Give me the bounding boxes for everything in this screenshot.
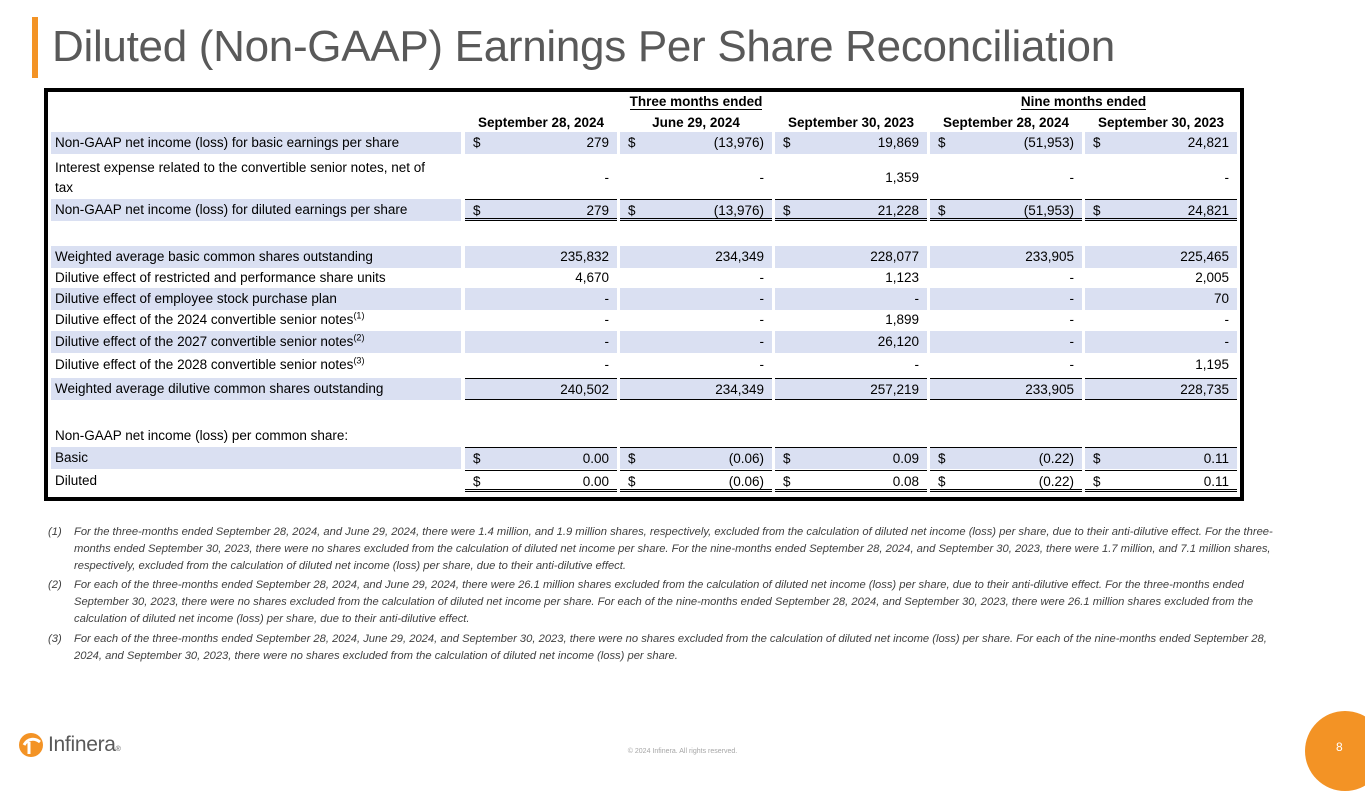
value: 279: [586, 203, 609, 218]
value: 4,670: [575, 270, 609, 285]
value-cell: [775, 354, 927, 376]
value: -: [604, 312, 609, 327]
title-accent-bar: [32, 17, 38, 78]
footnote-text: For the three-months ended September 28, 2024, and June 29, 2024, there were 1.4 million, and 1.9 million shares, respectively, excluded from the calculation of diluted net income (loss) per share, due to their anti-dilutive effect. For the three-months ended September 30, 2023, there were no shares excluded from the calculation of diluted net income per share. For the nine-months ended September 28, 2024, and September 30, 2023, there were 1.7 million, and 7.1 million shares, respectively, excluded from the calculation of diluted net income (loss) per share, due to their anti-dilutive effect.: [74, 526, 1273, 572]
value: -: [914, 357, 919, 372]
row-label-text: Dilutive effect of restricted and performance share units: [55, 270, 386, 285]
row-label: [51, 331, 461, 353]
value-cell: [465, 309, 617, 331]
currency-symbol: $: [783, 474, 791, 489]
value-cell: [465, 199, 617, 221]
value: 0.00: [582, 451, 609, 466]
value: (51,953): [1023, 135, 1074, 150]
value-cell: [930, 158, 1082, 198]
row-label: [51, 425, 461, 447]
row-label: [51, 470, 461, 492]
value-cell: [465, 267, 617, 289]
column-header: September 28, 2024: [930, 112, 1082, 133]
table-row: [48, 354, 1240, 376]
value-cell: [1085, 470, 1237, 492]
currency-symbol: $: [1093, 474, 1101, 489]
row-label: [51, 378, 461, 400]
value-cell: [930, 288, 1082, 310]
column-header: June 29, 2024: [620, 112, 772, 133]
value-cell: [775, 470, 927, 492]
currency-symbol: $: [628, 474, 636, 489]
row-label-text: Dilutive effect of the 2024 convertible senior notes: [55, 312, 354, 327]
group-header-nine-months-label: Nine months ended: [1020, 94, 1147, 109]
table-row: [48, 132, 1240, 154]
footnote: [48, 524, 1288, 574]
value-cell: [1085, 246, 1237, 268]
value: -: [604, 334, 609, 349]
value: 279: [586, 135, 609, 150]
footnote-marker: (3): [48, 632, 62, 645]
table-row: [48, 309, 1240, 331]
footnote-text: For each of the three-months ended September 28, 2024, and June 29, 2024, there were 26.1 million shares excluded from the calculation of diluted net income (loss) per share, due to their anti-dilutive effect. For the three-months ended September 30, 2023, there were no shares excluded from the calculation of diluted net income per share. For each of the nine-months ended September 28, 2024, and September 30, 2023, there were 26.1 million shares excluded from the calculation of diluted net income (loss) per share, due to their anti-dilutive effect.: [74, 579, 1254, 625]
value-cell: [465, 331, 617, 353]
value-cell: [775, 331, 927, 353]
currency-symbol: $: [938, 451, 946, 466]
footnote-marker: (2): [48, 579, 62, 592]
footnote-ref: (2): [353, 332, 365, 343]
value: 233,905: [1025, 249, 1074, 264]
currency-symbol: $: [783, 451, 791, 466]
value: (13,976): [713, 135, 764, 150]
value: -: [759, 170, 764, 185]
logo-trademark: ®: [115, 745, 121, 753]
value-cell: [620, 199, 772, 221]
value-cell: [620, 470, 772, 492]
value-cell: [465, 470, 617, 492]
row-label-line: tax: [55, 180, 74, 195]
value-cell: [775, 447, 927, 469]
value: -: [604, 170, 609, 185]
value-cell: [620, 288, 772, 310]
value-cell: [1085, 447, 1237, 469]
value-cell: [465, 288, 617, 310]
value-cell: [620, 354, 772, 376]
column-header: September 30, 2023: [775, 112, 927, 133]
currency-symbol: $: [473, 451, 481, 466]
footnote-ref: (3): [353, 355, 365, 366]
value: (0.06): [728, 451, 764, 466]
footnote: [48, 631, 1288, 665]
value-cell: [1085, 199, 1237, 221]
value-cell: [930, 470, 1082, 492]
value: 257,219: [870, 382, 919, 397]
row-label-text: Non-GAAP net income (loss) for basic earnings per share: [55, 135, 400, 150]
value: (13,976): [713, 203, 764, 218]
value-cell: [930, 354, 1082, 376]
currency-symbol: $: [1093, 451, 1101, 466]
currency-symbol: $: [783, 203, 791, 218]
reconciliation-table: [44, 88, 1244, 501]
table-row: [48, 378, 1240, 400]
row-label-text: Non-GAAP net income (loss) per common share:: [55, 428, 349, 443]
currency-symbol: $: [938, 203, 946, 218]
value: 0.11: [1203, 474, 1229, 489]
row-label-text: Basic: [55, 450, 89, 465]
value: -: [1224, 312, 1229, 327]
value-cell: [775, 267, 927, 289]
table-row: [48, 288, 1240, 310]
row-label: [51, 246, 461, 268]
value-cell: [620, 447, 772, 469]
value: 70: [1213, 291, 1229, 306]
currency-symbol: $: [628, 135, 636, 150]
footnote-text: For each of the three-months ended September 28, 2024, June 29, 2024, and September 30, 2023, there were no shares excluded from the calculation of diluted net income (loss) per share. For each of the nine-months ended September 28, 2024, and September 30, 2023, there were no shares excluded from the calculation of diluted net income (loss) per share.: [74, 632, 1267, 662]
value-cell: [620, 378, 772, 400]
value: -: [604, 291, 609, 306]
value-cell: [465, 246, 617, 268]
value-cell: [930, 447, 1082, 469]
value: 2,005: [1195, 270, 1229, 285]
row-label-text: Non-GAAP net income (loss) for diluted earnings per share: [55, 202, 408, 217]
currency-symbol: $: [783, 135, 791, 150]
footnote-marker: (1): [48, 526, 62, 538]
value: 240,502: [560, 382, 609, 397]
value-cell: [620, 331, 772, 353]
column-header: September 28, 2024: [465, 112, 617, 133]
value-cell: [930, 309, 1082, 331]
value: 19,869: [877, 135, 919, 150]
value: -: [1069, 312, 1074, 327]
value-cell: [930, 199, 1082, 221]
value: (0.06): [728, 474, 764, 489]
value: -: [759, 334, 764, 349]
row-label-line: Interest expense related to the convertible senior notes, net of: [55, 160, 425, 175]
value-cell: [775, 378, 927, 400]
value: 228,077: [870, 249, 919, 264]
value: 225,465: [1180, 249, 1229, 264]
currency-symbol: $: [938, 474, 946, 489]
value: (0.22): [1038, 474, 1074, 489]
currency-symbol: $: [473, 135, 481, 150]
group-header-three-months-label: Three months ended: [629, 94, 763, 109]
currency-symbol: $: [1093, 203, 1101, 218]
value: 24,821: [1187, 203, 1229, 218]
value: 24,821: [1187, 135, 1229, 150]
currency-symbol: $: [473, 203, 481, 218]
page-number: 8: [1336, 740, 1343, 754]
value-cell: [465, 447, 617, 469]
footnotes: [48, 524, 1288, 667]
value-cell: [1085, 331, 1237, 353]
value: -: [914, 291, 919, 306]
value: -: [759, 291, 764, 306]
page-number-badge: [1305, 711, 1365, 791]
value: 0.00: [582, 474, 609, 489]
table-row: [48, 158, 1240, 198]
table-row: [48, 199, 1240, 221]
value: 228,735: [1180, 382, 1229, 397]
value-cell: [775, 199, 927, 221]
value-cell: [1085, 378, 1237, 400]
value: 0.08: [892, 474, 919, 489]
row-label: [51, 158, 461, 198]
value: 234,349: [715, 382, 764, 397]
group-header-nine-months: [930, 92, 1237, 112]
row-label-text: Dilutive effect of the 2027 convertible senior notes: [55, 334, 354, 349]
value: -: [1069, 334, 1074, 349]
value: 233,905: [1025, 382, 1074, 397]
currency-symbol: $: [628, 451, 636, 466]
currency-symbol: $: [473, 474, 481, 489]
column-header: September 30, 2023: [1085, 112, 1237, 133]
row-label: [51, 309, 461, 331]
row-label-text: Weighted average basic common shares outstanding: [55, 249, 373, 264]
value: 1,195: [1195, 357, 1229, 372]
row-label-text: Weighted average dilutive common shares outstanding: [55, 381, 384, 396]
value-cell: [1085, 267, 1237, 289]
value-cell: [1085, 309, 1237, 331]
value: 26,120: [877, 334, 919, 349]
value-cell: [930, 132, 1082, 154]
table-row: [48, 331, 1240, 353]
value-cell: [1085, 288, 1237, 310]
value: -: [1069, 357, 1074, 372]
table-row: [48, 425, 1240, 447]
value: -: [759, 357, 764, 372]
value: 0.09: [892, 451, 919, 466]
value: 0.11: [1203, 451, 1229, 466]
value-cell: [620, 267, 772, 289]
value: -: [1224, 334, 1229, 349]
value-cell: [775, 288, 927, 310]
value: 1,123: [885, 270, 919, 285]
value: -: [1224, 170, 1229, 185]
currency-symbol: $: [628, 203, 636, 218]
value: -: [759, 270, 764, 285]
footnote: [48, 577, 1288, 627]
currency-symbol: $: [1093, 135, 1101, 150]
value-cell: [1085, 158, 1237, 198]
table-row: [48, 246, 1240, 268]
value-cell: [465, 158, 617, 198]
value-cell: [465, 378, 617, 400]
row-label: [51, 199, 461, 221]
value: 234,349: [715, 249, 764, 264]
value-cell: [620, 246, 772, 268]
value-cell: [775, 246, 927, 268]
currency-symbol: $: [938, 135, 946, 150]
value: (0.22): [1038, 451, 1074, 466]
value-cell: [775, 158, 927, 198]
row-label: [51, 267, 461, 289]
value-cell: [1085, 132, 1237, 154]
row-label: [51, 447, 461, 469]
logo-text: Infinera: [48, 733, 116, 756]
value-cell: [465, 132, 617, 154]
value-cell: [775, 309, 927, 331]
value-cell: [465, 354, 617, 376]
group-header-three-months: [465, 92, 927, 112]
value-cell: [775, 132, 927, 154]
value: -: [1069, 270, 1074, 285]
table-row: [48, 267, 1240, 289]
value: 1,359: [885, 170, 919, 185]
value-cell: [620, 132, 772, 154]
value: 1,899: [885, 312, 919, 327]
page-title: Diluted (Non-GAAP) Earnings Per Share Reconciliation: [52, 22, 1115, 71]
row-label: [51, 132, 461, 154]
value: -: [1069, 291, 1074, 306]
value: -: [759, 312, 764, 327]
value-cell: [930, 246, 1082, 268]
value: -: [604, 357, 609, 372]
value: 21,228: [877, 203, 919, 218]
value-cell: [620, 158, 772, 198]
table-row: [48, 447, 1240, 469]
value-cell: [930, 331, 1082, 353]
row-label: [51, 354, 461, 376]
value: -: [1069, 170, 1074, 185]
value: 235,832: [560, 249, 609, 264]
footnote-ref: (1): [353, 310, 365, 321]
value-cell: [930, 267, 1082, 289]
row-label-text: Dilutive effect of employee stock purchase plan: [55, 291, 337, 306]
row-label-text: Dilutive effect of the 2028 convertible senior notes: [55, 357, 354, 372]
table-row: [48, 470, 1240, 492]
row-label: [51, 288, 461, 310]
value-cell: [620, 309, 772, 331]
value-cell: [930, 378, 1082, 400]
copyright: © 2024 Infinera. All rights reserved.: [627, 748, 738, 755]
row-label-text: Diluted: [55, 473, 98, 488]
value: (51,953): [1023, 203, 1074, 218]
value-cell: [1085, 354, 1237, 376]
